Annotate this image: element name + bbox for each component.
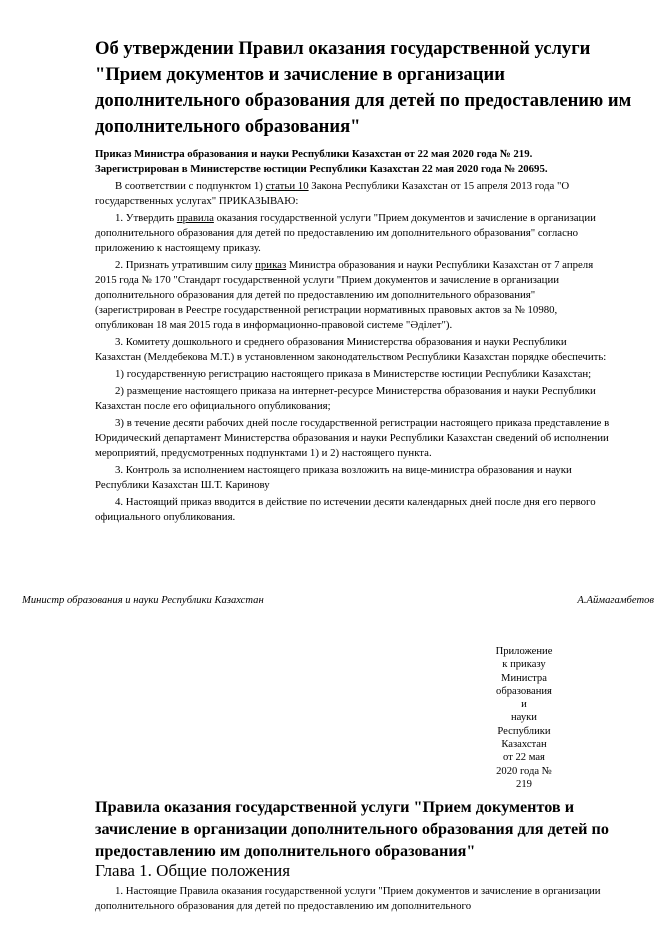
- rules-link[interactable]: правила: [176, 212, 214, 224]
- preamble-paragraph: В соответствии с подпунктом 1) статьи 10 Закона Республики Казахстан от 15 апреля 2013 года "О государственных услугах" ПРИКАЗЫВАЮ:: [95, 180, 570, 207]
- order-item-3: 3. Комитету дошкольного и среднего образования Министерства образования и науки Республики Казахстан (Мелдебекова М.Т.) в установленном законодательством Республики Казахстан порядке обеспечить:: [95, 336, 607, 363]
- appendix-line: 219: [516, 778, 532, 790]
- order-item-3-3: 3) в течение десяти рабочих дней после государственной регистрации настоящего приказа представление в Юридический департамент Министерства образования и науки Республики Казахстан сведений об исполнении мероприятий, предусмотренных подпунктами 1) и 2) настоящего пункта.: [95, 417, 610, 459]
- order-item-1: 1. Утвердить правила оказания государственной услуги "Прием документов и зачисление в организации дополнительного образования для детей по предоставлению им дополнительного образования" согласно приложению к настоящему приказу.: [95, 212, 596, 254]
- appendix-line: образования: [496, 685, 552, 697]
- appendix-line: и: [521, 699, 527, 711]
- chapter-heading: Глава 1. Общие положения: [95, 861, 291, 880]
- order-link[interactable]: приказ: [255, 259, 287, 271]
- appendix-line: Республики: [497, 725, 551, 737]
- appendix-note: [493, 645, 555, 791]
- signature-block: [22, 594, 654, 608]
- order-item-4: 4. Настоящий приказ вводится в действие по истечении десяти календарных дней после дня его первого официального опубликования.: [95, 496, 596, 523]
- document-title: Об утверждении Правил оказания государственной услуги "Прием документов и зачисление в организации дополнительного образования для детей по предоставлению им дополнительного образования": [95, 38, 632, 137]
- law-article-link[interactable]: статьи 10: [265, 180, 309, 192]
- order-item-2: 2. Признать утратившим силу приказ Министра образования и науки Республики Казахстан от 7 апреля 2015 года № 170 "Стандарт государственной услуги "Прием документов и зачисление в организации дополнительного образования для детей по предоставлению им дополнительного образования" (зарегистрирован в Реестре государственной регистрации нормативных правовых актов за № 10980, опубликован 18 мая 2015 года в информационно-правовой системе "Әділет").: [95, 259, 594, 331]
- appendix-line: к приказу: [502, 659, 546, 671]
- appendix-line: Казахстан: [501, 739, 547, 751]
- registration-line: Зарегистрирован в Министерстве юстиции Республики Казахстан 22 мая 2020 года № 20695.: [95, 163, 548, 175]
- signatory-name: А.Аймагамбетов: [577, 595, 654, 606]
- order-body: [95, 179, 615, 527]
- signatory-position: Министр образования и науки Республики Казахстан: [22, 595, 264, 606]
- appendix-line: Министра: [501, 672, 547, 684]
- appendix-line: науки: [511, 712, 537, 724]
- rules-paragraph-1: 1. Настоящие Правила оказания государственной услуги "Прием документов и зачисление в организации дополнительного образования для детей по предоставлению им дополнительного: [95, 885, 601, 912]
- rules-body: [95, 884, 615, 914]
- appendix-line: 2020 года №: [496, 765, 552, 777]
- appendix-line: Приложение: [495, 646, 553, 657]
- order-item-3-2: 2) размещение настоящего приказа на интернет-ресурсе Министерства образования и науки Республики Казахстан после его официального опубликования;: [95, 385, 596, 412]
- appendix-line: от 22 мая: [503, 752, 545, 764]
- order-line: Приказ Министра образования и науки Республики Казахстан от 22 мая 2020 года № 219.: [95, 148, 533, 160]
- order-meta: [95, 147, 635, 177]
- order-item-control: 3. Контроль за исполнением настоящего приказа возложить на вице-министра образования и науки Республики Казахстан Ш.Т. Каринову: [95, 464, 572, 491]
- rules-title: Правила оказания государственной услуги "Прием документов и зачисление в организации дополнительного образования для детей по предоставлению им дополнительного образования": [95, 798, 609, 860]
- order-item-3-1: 1) государственную регистрацию настоящего приказа в Министерстве юстиции Республики Казахстан;: [115, 368, 592, 380]
